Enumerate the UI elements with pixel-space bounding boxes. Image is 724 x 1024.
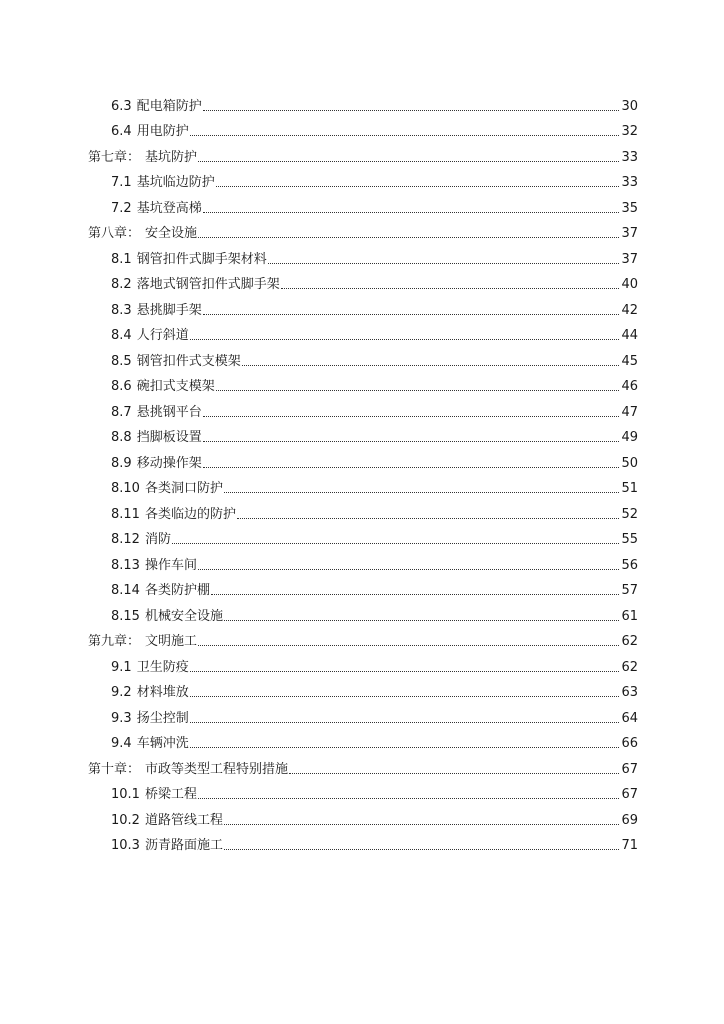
toc-entry-number: 8.4 — [111, 328, 132, 343]
toc-entry-title: 桥梁工程 — [144, 787, 197, 802]
toc-entry-label — [111, 277, 280, 295]
toc-dot-leader — [237, 518, 619, 519]
toc-entry-label — [111, 328, 189, 346]
toc-entry-number: 8.5 — [111, 353, 132, 369]
toc-entry[interactable] — [88, 805, 638, 831]
toc-entry[interactable] — [88, 244, 638, 270]
toc-entry-title: 材料堆放 — [136, 685, 189, 700]
toc-entry-page-number: 67 — [621, 787, 638, 802]
toc-entry[interactable] — [88, 168, 638, 194]
toc-entry-title: 碗扣式支模架 — [136, 379, 215, 394]
toc-entry-page-number: 62 — [621, 634, 638, 649]
toc-entry[interactable] — [88, 474, 638, 500]
toc-entry-label — [111, 201, 202, 219]
toc-entry-page-number: 61 — [621, 608, 638, 624]
toc-entry-label — [111, 609, 223, 627]
toc-entry[interactable] — [88, 219, 638, 245]
toc-entry-page-number: 49 — [621, 430, 638, 445]
toc-entry-label — [111, 583, 210, 601]
toc-entry[interactable] — [88, 91, 638, 117]
toc-entry[interactable] — [88, 627, 638, 653]
toc-entry-title: 人行斜道 — [136, 328, 189, 343]
toc-entry-label — [111, 532, 171, 550]
toc-entry-number: 8.1 — [111, 251, 132, 267]
toc-entry-number: 8.8 — [111, 430, 132, 445]
toc-entry-label — [111, 379, 215, 397]
toc-entry-number: 8.6 — [111, 379, 132, 394]
toc-entry-title: 挡脚板设置 — [136, 430, 202, 445]
toc-dot-leader — [190, 339, 620, 340]
toc-dot-leader — [190, 747, 620, 748]
toc-entry-label — [111, 124, 189, 142]
toc-entry-label — [111, 507, 236, 525]
toc-entry-page-number: 55 — [621, 532, 638, 547]
toc-dot-leader — [242, 365, 620, 366]
toc-entry-label — [111, 430, 202, 448]
toc-entry[interactable] — [88, 576, 638, 602]
toc-entry[interactable] — [88, 270, 638, 296]
toc-entry-number: 第十章： — [88, 761, 141, 777]
toc-dot-leader — [203, 441, 620, 442]
toc-entry-number: 10.2 — [111, 812, 140, 828]
toc-entry-number: 第九章： — [88, 634, 141, 649]
toc-entry-number: 7.1 — [111, 175, 132, 190]
toc-entry-page-number: 67 — [621, 761, 638, 777]
toc-dot-leader — [281, 288, 620, 289]
toc-entry-title: 道路管线工程 — [144, 812, 223, 828]
toc-dot-leader — [224, 620, 619, 621]
toc-entry-title: 钢管扣件式支模架 — [136, 353, 241, 369]
toc-entry-page-number: 57 — [621, 583, 638, 598]
toc-dot-leader — [198, 161, 619, 162]
toc-entry[interactable] — [88, 499, 638, 525]
toc-entry[interactable] — [88, 754, 638, 780]
toc-entry-number: 第八章： — [88, 226, 141, 241]
toc-entry[interactable] — [88, 448, 638, 474]
toc-entry-title: 悬挑钢平台 — [136, 404, 202, 420]
toc-entry[interactable] — [88, 678, 638, 704]
toc-entry[interactable] — [88, 525, 638, 551]
toc-dot-leader — [289, 773, 619, 774]
toc-entry-number: 8.15 — [111, 608, 140, 624]
toc-entry-title: 用电防护 — [136, 124, 189, 139]
toc-entry-label — [111, 813, 223, 831]
toc-entry-page-number: 32 — [621, 124, 638, 139]
toc-entry-title: 基坑临边防护 — [136, 175, 215, 190]
toc-entry-page-number: 66 — [621, 736, 638, 751]
toc-entry-title: 落地式钢管扣件式脚手架 — [136, 277, 280, 292]
toc-entry-number: 10.1 — [111, 787, 140, 802]
toc-dot-leader — [190, 722, 620, 723]
toc-entry-number: 6.3 — [111, 98, 132, 114]
toc-entry-number: 6.4 — [111, 124, 132, 139]
toc-entry-number: 8.10 — [111, 481, 140, 496]
toc-entry-label — [111, 736, 189, 754]
toc-entry[interactable] — [88, 652, 638, 678]
toc-dot-leader — [198, 569, 619, 570]
toc-entry-title: 文明施工 — [145, 634, 198, 649]
table-of-contents — [88, 91, 638, 856]
toc-entry-page-number: 56 — [621, 557, 638, 573]
toc-entry-number: 9.4 — [111, 736, 132, 751]
toc-entry-title: 扬尘控制 — [136, 710, 189, 726]
toc-entry-label — [111, 660, 189, 678]
toc-entry-page-number: 69 — [621, 812, 638, 828]
toc-dot-leader — [198, 798, 619, 799]
toc-entry-title: 各类临边的防护 — [144, 506, 236, 522]
toc-dot-leader — [203, 110, 620, 111]
toc-entry-number: 10.3 — [111, 838, 140, 853]
toc-entry-label — [88, 226, 197, 244]
toc-dot-leader — [216, 390, 620, 391]
toc-entry-title: 沥青路面施工 — [144, 838, 223, 853]
toc-entry-number: 9.2 — [111, 685, 132, 700]
toc-entry-page-number: 47 — [621, 404, 638, 420]
toc-entry-page-number: 50 — [621, 455, 638, 471]
toc-dot-leader — [268, 263, 620, 264]
toc-entry-title: 市政等类型工程特别措施 — [145, 761, 289, 777]
toc-entry-title: 基坑防护 — [145, 149, 198, 165]
toc-entry-title: 安全设施 — [145, 226, 198, 241]
toc-entry-label — [111, 787, 197, 805]
toc-entry-page-number: 35 — [621, 200, 638, 216]
toc-entry[interactable] — [88, 372, 638, 398]
toc-entry-label — [88, 634, 197, 652]
toc-entry-page-number: 33 — [621, 175, 638, 190]
toc-entry-label — [111, 303, 202, 321]
toc-entry-number: 9.3 — [111, 710, 132, 726]
toc-dot-leader — [224, 824, 619, 825]
toc-entry-label — [111, 711, 189, 729]
toc-entry[interactable] — [88, 397, 638, 423]
toc-entry[interactable] — [88, 321, 638, 347]
toc-entry-page-number: 33 — [621, 149, 638, 165]
toc-entry[interactable] — [88, 729, 638, 755]
toc-dot-leader — [203, 467, 620, 468]
toc-dot-leader — [203, 416, 620, 417]
toc-entry-page-number: 44 — [621, 328, 638, 343]
toc-entry-page-number: 45 — [621, 353, 638, 369]
toc-entry-title: 操作车间 — [144, 557, 197, 573]
toc-entry-number: 8.7 — [111, 404, 132, 420]
toc-dot-leader — [198, 645, 619, 646]
toc-entry-page-number: 42 — [621, 302, 638, 318]
toc-entry[interactable] — [88, 193, 638, 219]
toc-entry-number: 8.3 — [111, 302, 132, 318]
toc-dot-leader — [172, 543, 619, 544]
toc-entry-label — [111, 838, 223, 856]
toc-entry-number: 9.1 — [111, 659, 132, 675]
toc-entry-label — [111, 405, 202, 423]
toc-dot-leader — [203, 314, 620, 315]
toc-entry-title: 消防 — [144, 532, 171, 547]
toc-entry[interactable] — [88, 550, 638, 576]
toc-dot-leader — [224, 849, 619, 850]
toc-entry[interactable] — [88, 142, 638, 168]
toc-entry-number: 8.2 — [111, 277, 132, 292]
toc-entry-title: 卫生防疫 — [136, 659, 189, 675]
toc-entry-label — [111, 354, 241, 372]
toc-entry-label — [88, 762, 288, 780]
toc-dot-leader — [190, 135, 620, 136]
toc-entry-page-number: 40 — [621, 277, 638, 292]
toc-dot-leader — [203, 212, 620, 213]
toc-entry-label — [111, 252, 267, 270]
toc-entry-title: 配电箱防护 — [136, 98, 202, 114]
toc-entry[interactable] — [88, 703, 638, 729]
toc-entry[interactable] — [88, 117, 638, 143]
toc-entry-label — [88, 150, 197, 168]
toc-entry-title: 机械安全设施 — [144, 608, 223, 624]
toc-entry-number: 7.2 — [111, 200, 132, 216]
toc-dot-leader — [198, 237, 619, 238]
toc-entry-number: 8.13 — [111, 557, 140, 573]
toc-entry-page-number: 63 — [621, 685, 638, 700]
toc-entry-title: 车辆冲洗 — [136, 736, 189, 751]
toc-dot-leader — [216, 186, 620, 187]
toc-entry-label — [111, 456, 202, 474]
toc-entry-number: 8.14 — [111, 583, 140, 598]
toc-dot-leader — [224, 492, 619, 493]
toc-entry-page-number: 71 — [621, 838, 638, 853]
toc-entry-label — [111, 99, 202, 117]
toc-entry-label — [111, 175, 215, 193]
toc-entry-title: 基坑登高梯 — [136, 200, 202, 216]
toc-entry-label — [111, 558, 197, 576]
toc-entry-number: 8.12 — [111, 532, 140, 547]
toc-entry-page-number: 37 — [621, 251, 638, 267]
toc-entry-label — [111, 685, 189, 703]
toc-entry-page-number: 37 — [621, 226, 638, 241]
toc-entry[interactable] — [88, 831, 638, 857]
toc-entry-page-number: 46 — [621, 379, 638, 394]
toc-entry-page-number: 51 — [621, 481, 638, 496]
toc-entry-label — [111, 481, 223, 499]
toc-dot-leader — [211, 594, 619, 595]
toc-entry-page-number: 64 — [621, 710, 638, 726]
toc-entry[interactable] — [88, 423, 638, 449]
toc-entry[interactable] — [88, 295, 638, 321]
toc-dot-leader — [190, 696, 620, 697]
toc-entry-page-number: 30 — [621, 98, 638, 114]
toc-entry-number: 8.11 — [111, 506, 140, 522]
toc-entry[interactable] — [88, 780, 638, 806]
toc-entry-title: 各类防护棚 — [144, 583, 210, 598]
toc-dot-leader — [190, 671, 620, 672]
toc-entry-page-number: 52 — [621, 506, 638, 522]
toc-entry-title: 各类洞口防护 — [144, 481, 223, 496]
toc-entry-title: 移动操作架 — [136, 455, 202, 471]
toc-entry[interactable] — [88, 346, 638, 372]
toc-entry-title: 钢管扣件式脚手架材料 — [136, 251, 267, 267]
toc-entry-number: 第七章： — [88, 149, 141, 165]
toc-entry-number: 8.9 — [111, 455, 132, 471]
toc-entry-page-number: 62 — [621, 659, 638, 675]
toc-entry[interactable] — [88, 601, 638, 627]
toc-entry-title: 悬挑脚手架 — [136, 302, 202, 318]
